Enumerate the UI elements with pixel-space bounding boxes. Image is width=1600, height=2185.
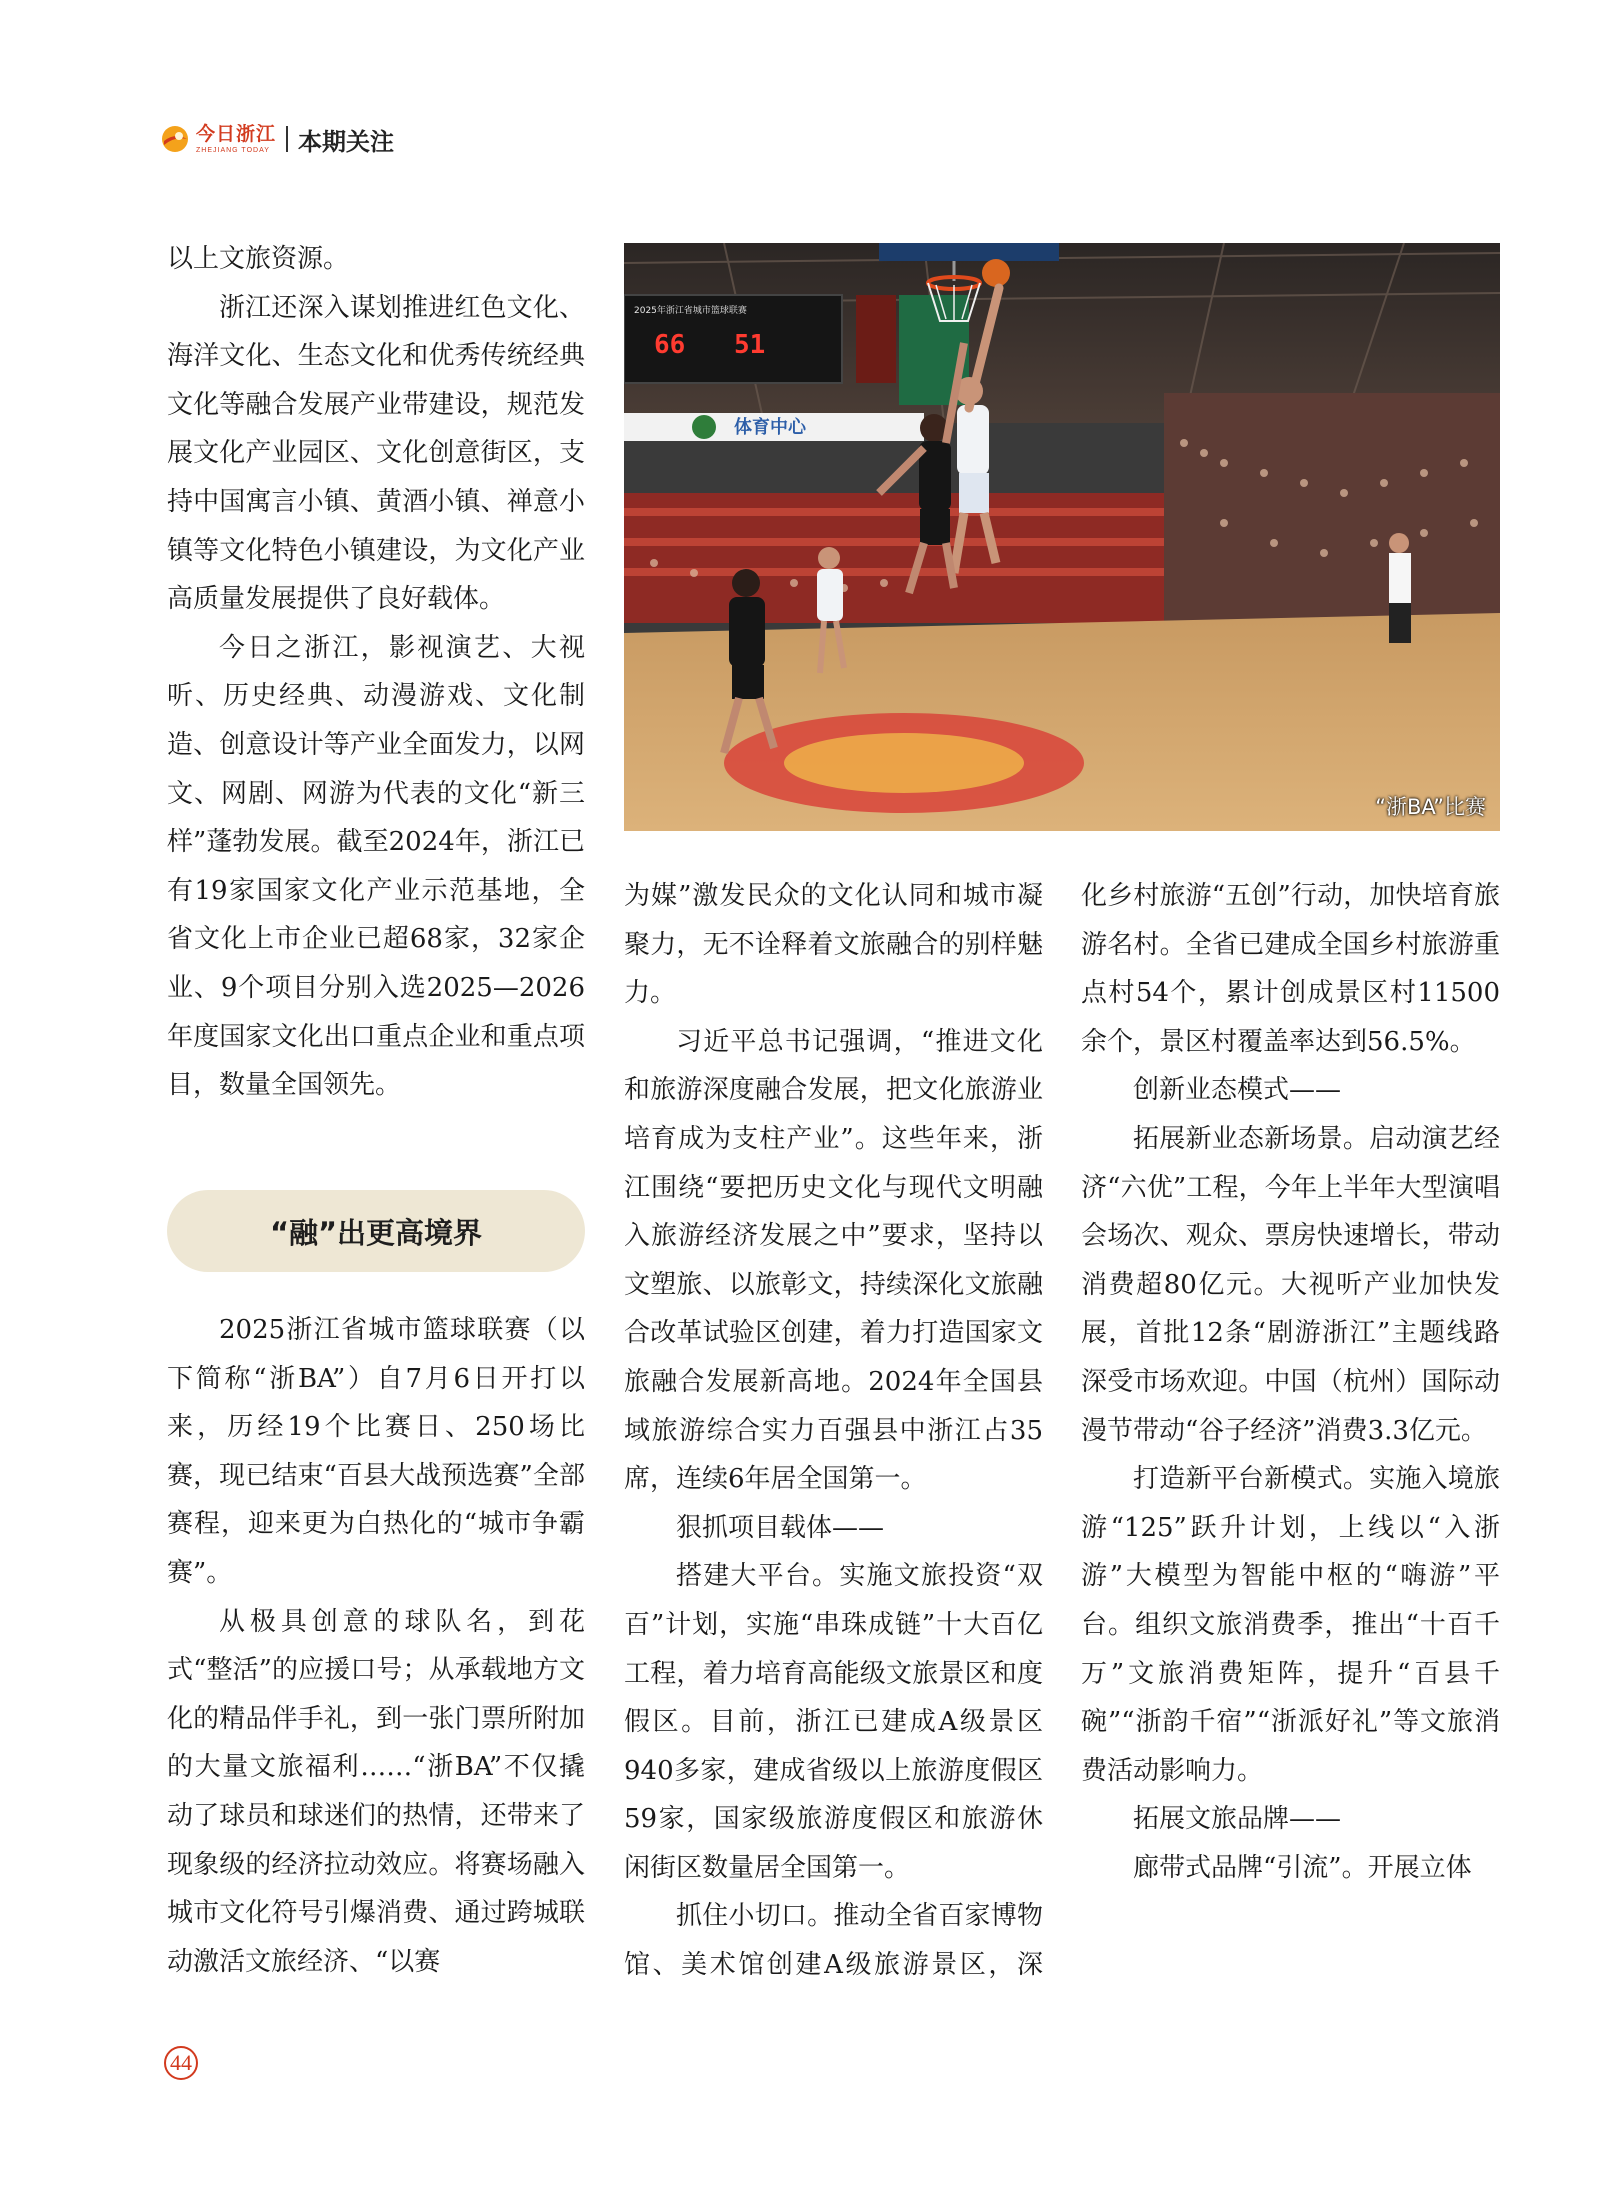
paragraph: 化乡村旅游“五创”行动，加快培育旅游名村。全省已建成全国乡村旅游重点村54个，累计创成景区村11500余个，景区村覆盖率达到56.5%。	[1081, 881, 1500, 1057]
photo-illustration	[624, 243, 1500, 831]
paragraph: 搭建大平台。实施文旅投资“双百”计划，实施“串珠成链”十大百亿工程，着力培育高能级文旅景区和度假区。目前，浙江已建成A级景区940多家，建成省级以上旅游度假区59家，国家级旅游度假区和旅游休闲街区数量居全国第一。	[624, 1561, 1043, 1883]
column-3	[1081, 872, 1500, 1892]
paragraph: 打造新平台新模式。实施入境旅游“125”跃升计划，上线以“入浙游”大模型为智能中枢的“嗨游”平台。组织文旅消费季，推出“十百千万”文旅消费矩阵，提升“百县千碗”“浙韵千宿”“浙派好礼”等文旅消费活动影响力。	[1081, 1464, 1500, 1786]
subheading: 狠抓项目载体——	[676, 1512, 885, 1543]
subheading: 拓展文旅品牌——	[1133, 1804, 1342, 1835]
subheading: 创新业态模式——	[1133, 1075, 1342, 1106]
paragraph: 习近平总书记强调，“推进文化和旅游深度融合发展，把文化旅游业培育成为支柱产业”。这些年来，浙江围绕“要把历史文化与现代文明融入旅游经济发展之中”要求，坚持以文塑旅、以旅彰文，持续深化文旅融合改革试验区创建，着力打造国家文旅融合发展新高地。2024年全国县域旅游综合实力百强县中浙江占35席，连续6年居全国第一。	[624, 1026, 1043, 1495]
magazine-logo	[160, 124, 276, 154]
section-heading	[167, 1190, 585, 1272]
score-away: 51	[734, 330, 766, 360]
section-heading-text: “融”出更高境界	[269, 1215, 483, 1250]
header-divider	[286, 126, 288, 152]
paragraph: 以上文旅资源。	[167, 244, 350, 274]
sun-logo-icon	[160, 124, 190, 154]
page-header	[160, 118, 394, 160]
score-home: 66	[654, 330, 686, 360]
paragraph: 今日之浙江，影视演艺、大视听、历史经典、动漫游戏、文化制造、创意设计等产业全面发力，以网文、网剧、网游为代表的文化“新三样”蓬勃发展。截至2024年，浙江已有19家国家文化产业示范基地，全省文化上市企业已超68家，32家企业、9个项目分别入选2025—2026年度国家文化出口重点企业和重点项目，数量全国领先。	[167, 632, 585, 1101]
logo-chinese-text: 今日浙江	[196, 122, 277, 145]
paragraph: 抓住小切口。推动全省百家博物馆、美术馆创建A级旅游景区，深	[624, 1901, 1043, 1981]
paragraph: 拓展新业态新场景。启动演艺经济“六优”工程，今年上半年大型演唱会场次、观众、票房快速增长，带动消费超80亿元。大视听产业加快发展，首批12条“剧游浙江”主题线路深受市场欢迎。中国（杭州）国际动漫节带动“谷子经济”消费3.3亿元。	[1081, 1123, 1500, 1446]
arena-banner: 体育中心	[734, 417, 806, 438]
column-1-bottom	[167, 1306, 585, 1986]
basketball-game-photo	[624, 243, 1500, 831]
paragraph: 廊带式品牌“引流”。开展立体	[1133, 1852, 1472, 1883]
logo-english-text: ZHEJIANG TODAY	[196, 146, 270, 154]
photo-caption: “浙BA”比赛	[1375, 795, 1486, 819]
paragraph: 从极具创意的球队名，到花式“整活”的应援口号；从承载地方文化的精品伴手礼，到一张门票所附加的大量文旅福利……“浙BA”不仅撬动了球员和球迷们的热情，还带来了现象级的经济拉动效应。将赛场融入城市文化符号引爆消费、通过跨城联动激活文旅经济、“以赛	[167, 1606, 585, 1977]
section-name: 本期关注	[298, 127, 395, 156]
column-1-top	[167, 235, 585, 1110]
paragraph: 为媒”激发民众的文化认同和城市凝聚力，无不诠释着文旅融合的别样魅力。	[624, 881, 1043, 1009]
paragraph: 2025浙江省城市篮球联赛（以下简称“浙BA”）自7月6日开打以来，历经19个比赛日、250场比赛，现已结束“百县大战预选赛”全部赛程，迎来更为白热化的“城市争霸赛”。	[167, 1315, 585, 1588]
column-2	[624, 872, 1043, 1990]
paragraph: 浙江还深入谋划推进红色文化、海洋文化、生态文化和优秀传统经典文化等融合发展产业带建设，规范发展文化产业园区、文化创意街区，支持中国寓言小镇、黄酒小镇、禅意小镇等文化特色小镇建设，为文化产业高质量发展提供了良好载体。	[167, 292, 585, 615]
page-number: 44	[164, 2046, 198, 2080]
scoreboard-title: 2025年浙江省城市篮球联赛	[634, 306, 747, 316]
